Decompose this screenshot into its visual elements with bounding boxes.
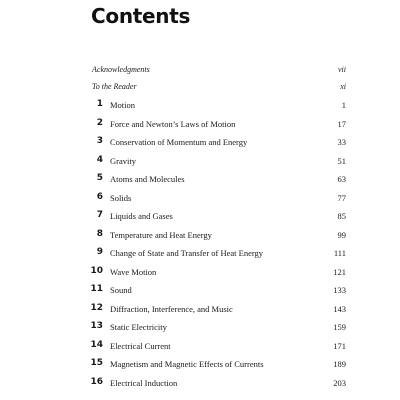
chapter-page-number: 99	[337, 229, 346, 240]
chapter-number: 3	[96, 136, 103, 146]
chapter-number: 4	[96, 154, 103, 165]
chapter-title: Wave Motion	[110, 266, 157, 277]
chapter-entry[interactable]	[0, 116, 400, 135]
chapter-page-number: 121	[333, 266, 346, 277]
chapter-page-number: 159	[333, 322, 346, 332]
chapter-title: Sound	[110, 285, 132, 295]
chapter-page-number: 189	[333, 359, 346, 369]
chapter-number: 9	[96, 247, 103, 257]
chapter-entry[interactable]	[0, 264, 400, 283]
chapter-title: Magnetism and Magnetic Effects of Currents	[110, 359, 264, 369]
chapter-number: 8	[96, 228, 103, 239]
front-matter-label: To the Reader	[92, 82, 137, 91]
chapter-number: 6	[96, 191, 103, 202]
chapter-entry[interactable]	[0, 356, 400, 375]
chapter-entry[interactable]	[0, 134, 400, 153]
chapter-number: 15	[90, 358, 103, 368]
chapter-entry[interactable]	[0, 282, 400, 301]
chapter-page-number: 143	[333, 303, 346, 314]
chapter-list	[0, 97, 400, 393]
chapter-page-number: 111	[333, 248, 346, 258]
chapter-title: Atoms and Molecules	[110, 174, 185, 184]
chapter-number: 7	[96, 210, 103, 220]
chapter-page-number: 133	[333, 285, 346, 295]
chapter-title: Temperature and Heat Energy	[110, 229, 212, 240]
front-matter-entry-to-the-reader[interactable]	[92, 81, 346, 93]
chapter-page-number: 85	[337, 211, 346, 221]
chapter-page-number: 171	[333, 340, 346, 351]
chapter-title: Solids	[110, 192, 132, 203]
chapter-number: 5	[96, 173, 103, 183]
chapter-number: 14	[90, 339, 103, 350]
chapter-page-number: 33	[337, 137, 346, 147]
chapter-entry[interactable]	[0, 301, 400, 320]
chapter-number: 2	[96, 117, 103, 128]
chapter-page-number: 1	[341, 100, 346, 110]
chapter-entry[interactable]	[0, 338, 400, 357]
chapter-number: 11	[90, 284, 103, 294]
chapter-number: 16	[90, 376, 103, 387]
chapter-entry[interactable]	[0, 208, 400, 227]
chapter-entry[interactable]	[0, 153, 400, 172]
chapter-entry[interactable]	[0, 97, 400, 116]
chapter-page-number: 51	[337, 155, 346, 166]
front-matter-page-number: xi	[340, 82, 346, 91]
chapter-page-number: 203	[333, 377, 346, 388]
chapter-page-number: 63	[337, 174, 346, 184]
chapter-title: Electrical Current	[110, 340, 171, 351]
chapter-page-number: 17	[337, 118, 346, 129]
chapter-number: 12	[90, 302, 103, 313]
chapter-number: 10	[90, 265, 103, 276]
chapter-title: Gravity	[110, 155, 136, 166]
chapter-page-number: 77	[337, 192, 346, 203]
chapter-title: Diffraction, Interference, and Music	[110, 303, 233, 314]
chapter-title: Liquids and Gases	[110, 211, 173, 221]
chapter-entry[interactable]	[0, 319, 400, 338]
chapter-number: 1	[96, 99, 103, 109]
chapter-entry[interactable]	[0, 227, 400, 246]
front-matter-entry-acknowledgments[interactable]	[92, 64, 346, 76]
front-matter-label: Acknowledgments	[92, 65, 150, 74]
front-matter-page-number: vii	[338, 65, 346, 74]
chapter-title: Electrical Induction	[110, 377, 178, 388]
chapter-entry[interactable]	[0, 171, 400, 190]
chapter-title: Conservation of Momentum and Energy	[110, 137, 248, 147]
chapter-number: 13	[90, 321, 103, 331]
chapter-entry[interactable]	[0, 245, 400, 264]
chapter-entry[interactable]	[0, 190, 400, 209]
chapter-title: Static Electricity	[110, 322, 167, 332]
chapter-title: Motion	[110, 100, 136, 110]
chapter-title: Change of State and Transfer of Heat Energy	[110, 248, 264, 258]
chapter-title: Force and Newton’s Laws of Motion	[110, 118, 236, 129]
chapter-entry[interactable]	[0, 375, 400, 394]
page-title: Contents	[91, 4, 191, 28]
